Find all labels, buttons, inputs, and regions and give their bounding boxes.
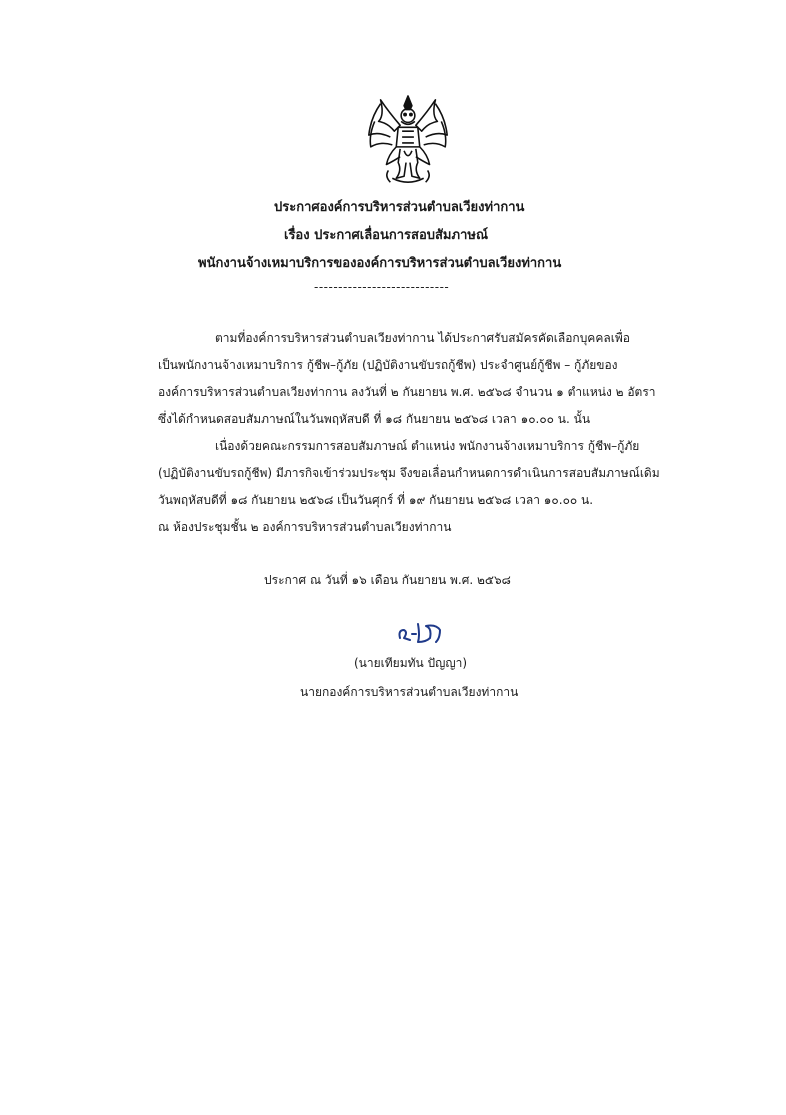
body-line: วันพฤหัสบดีที่ ๑๘ กันยายน ๒๕๖๘ เป็นวันศุกร์ ที่ ๑๙ กันยายน ๒๕๖๘ เวลา ๑๐.๐๐ น.	[158, 493, 594, 507]
subject-line: เรื่อง ประกาศเลื่อนการสอบสัมภาษณ์	[284, 228, 489, 243]
handwritten-signature	[396, 616, 446, 646]
signatory-name: (นายเทียมทัน ปัญญา)	[354, 656, 468, 670]
announcement-title: ประกาศองค์การบริหารส่วนตำบลเวียงท่ากาน	[274, 200, 525, 215]
body-line: องค์การบริหารส่วนตำบลเวียงท่ากาน ลงวันที่ ๒ กันยายน พ.ศ. ๒๕๖๘ จำนวน ๑ ตำแหน่ง ๒ อัตรา	[158, 385, 656, 399]
header-divider: ----------------------------	[314, 280, 450, 294]
announce-date: ประกาศ ณ วันที่ ๑๖ เดือน กันยายน พ.ศ. ๒๕๖๘	[264, 573, 511, 587]
body-line: ซึ่งได้กำหนดสอบสัมภาษณ์ในวันพฤหัสบดี ที่ ๑๘ กันยายน ๒๕๖๘ เวลา ๑๐.๐๐ น. นั้น	[158, 412, 591, 426]
body-line: เป็นพนักงานจ้างเหมาบริการ กู้ชีพ–กู้ภัย (ปฏิบัติงานขับรถกู้ชีพ) ประจำศูนย์กู้ชีพ – กู้ภัยของ	[158, 358, 618, 372]
body-line: เนื่องด้วยคณะกรรมการสอบสัมภาษณ์ ตำแหน่ง พนักงานจ้างเหมาบริการ กู้ชีพ–กู้ภัย	[215, 439, 640, 453]
subject-detail: พนักงานจ้างเหมาบริการขององค์การบริหารส่วนตำบลเวียงท่ากาน	[198, 256, 562, 271]
garuda-emblem-icon	[359, 92, 457, 190]
body-line: (ปฏิบัติงานขับรถกู้ชีพ) มีภารกิจเข้าร่วมประชุม จึงขอเลื่อนกำหนดการดำเนินการสอบสัมภาษณ์เดิม	[158, 466, 660, 480]
body-line: ตามที่องค์การบริหารส่วนตำบลเวียงท่ากาน ได้ประกาศรับสมัครคัดเลือกบุคคลเพื่อ	[215, 331, 630, 345]
body-line: ณ ห้องประชุมชั้น ๒ องค์การบริหารส่วนตำบลเวียงท่ากาน	[158, 520, 452, 534]
signatory-title: นายกองค์การบริหารส่วนตำบลเวียงท่ากาน	[300, 685, 519, 699]
